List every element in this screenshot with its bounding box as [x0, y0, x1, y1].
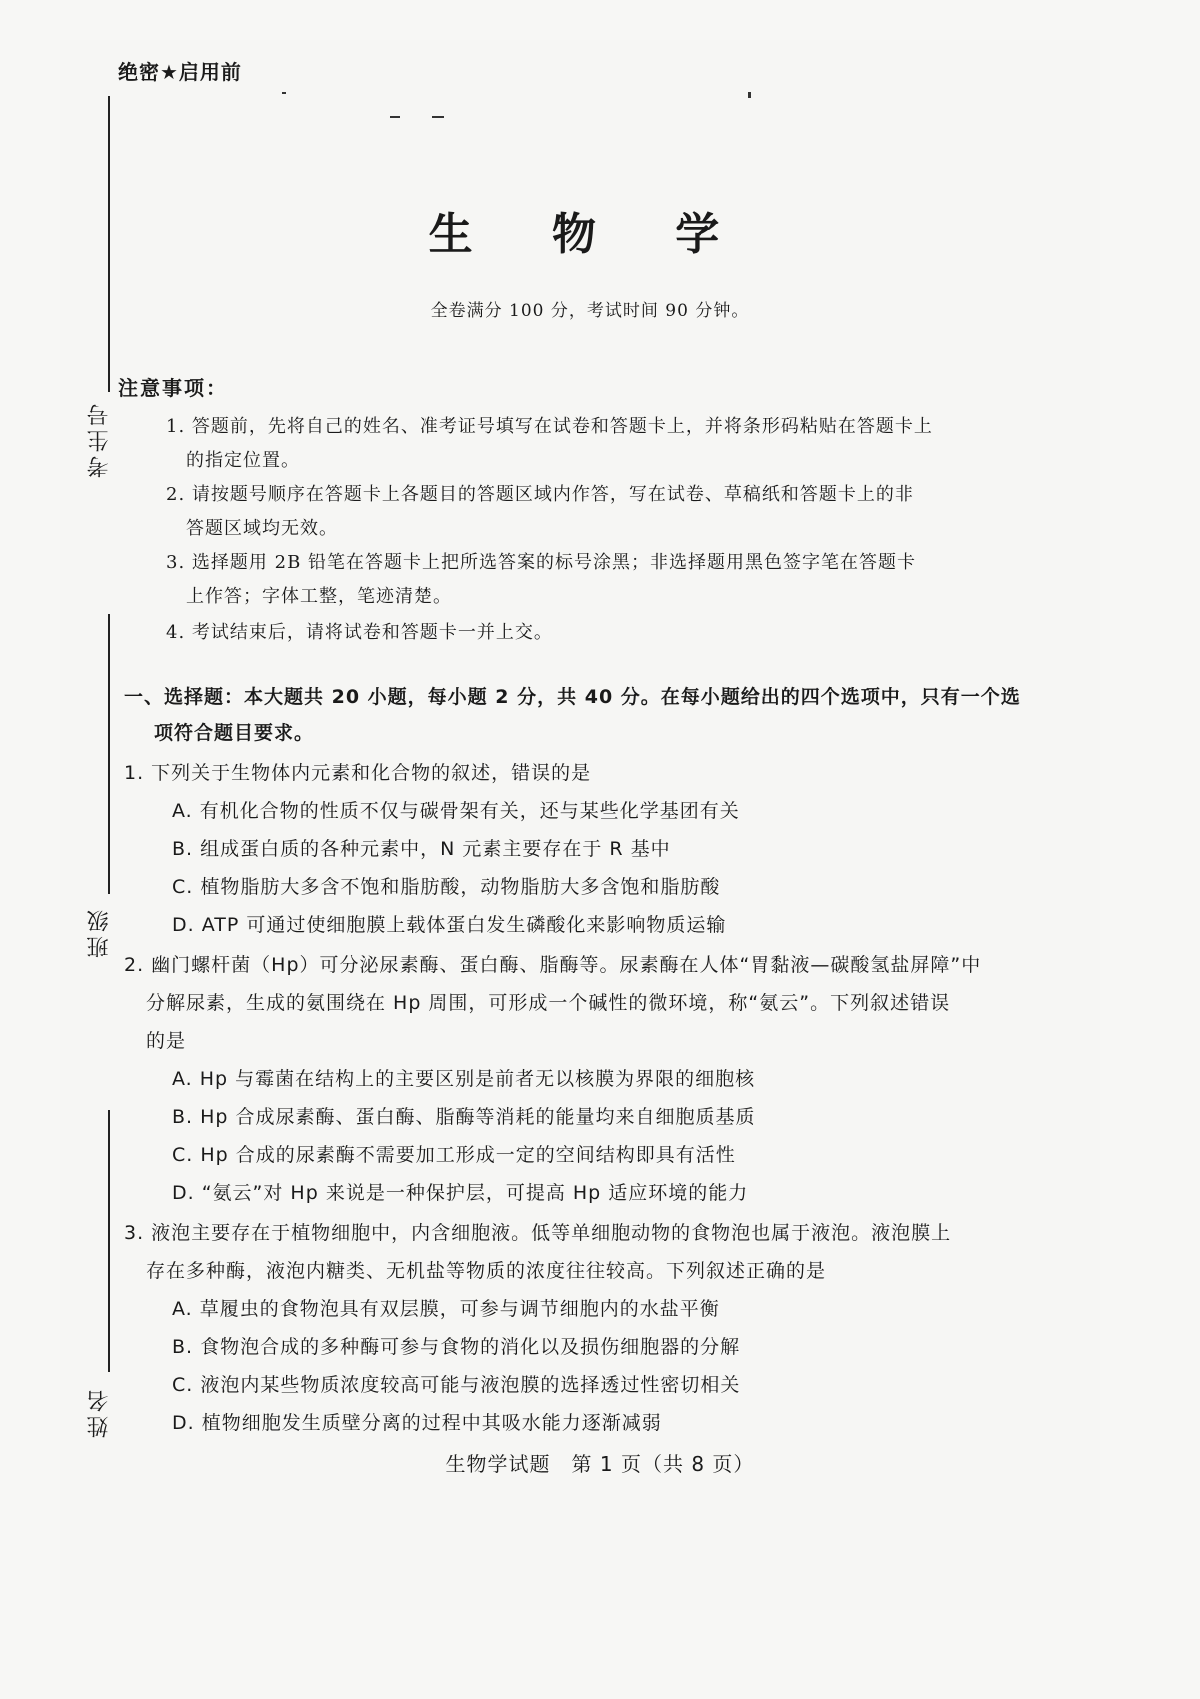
- question-3-stem-continued: 存在多种酶，液泡内糖类、无机盐等物质的浓度往往较高。下列叙述正确的是: [146, 1260, 827, 1282]
- exam-subtitle: 全卷满分 100 分，考试时间 90 分钟。: [430, 301, 750, 321]
- gutter-line-class: [108, 614, 110, 894]
- question-1-option-d: D. ATP 可通过使细胞膜上载体蛋白发生磷酸化来影响物质运输: [172, 914, 727, 936]
- gutter-line-name: [108, 1110, 110, 1372]
- confidential-label: 绝密★启用前: [118, 60, 242, 84]
- scan-speck: [432, 116, 444, 118]
- question-1-option-a: A. 有机化合物的性质不仅与碳骨架有关，还与某些化学基团有关: [172, 800, 740, 822]
- gutter-candidate-number-label: 考生号: [87, 400, 112, 478]
- question-1-option-b: B. 组成蛋白质的各种元素中，N 元素主要存在于 R 基中: [172, 838, 671, 860]
- section-heading-continued: 项符合题目要求。: [154, 722, 315, 744]
- scan-speck: [282, 92, 286, 94]
- question-2-stem-continued: 分解尿素，生成的氨围绕在 Hp 周围，可形成一个碱性的微环境，称“氨云”。下列叙述错误: [146, 992, 951, 1014]
- question-2-stem: 2. 幽门螺杆菌（Hp）可分泌尿素酶、蛋白酶、脂酶等。尿素酶在人体“胃黏液—碳酸氢盐屏障”中: [124, 954, 982, 976]
- page-footer: 生物学试题 第 1 页（共 8 页）: [445, 1452, 755, 1476]
- question-2-stem-continued: 的是: [146, 1030, 187, 1052]
- gutter-class-label: 班级: [87, 906, 112, 958]
- scan-speck: [390, 116, 400, 118]
- note-line: 2. 请按题号顺序在答题卡上各题目的答题区域内作答，写在试卷、草稿纸和答题卡上的非: [166, 484, 914, 505]
- question-3-option-a: A. 草履虫的食物泡具有双层膜，可参与调节细胞内的水盐平衡: [172, 1298, 720, 1320]
- note-line: 1. 答题前，先将自己的姓名、准考证号填写在试卷和答题卡上，并将条形码粘贴在答题卡上: [166, 416, 933, 437]
- note-line: 4. 考试结束后，请将试卷和答题卡一并上交。: [166, 622, 553, 643]
- note-line: 的指定位置。: [186, 450, 300, 471]
- question-2-option-d: D. “氨云”对 Hp 来说是一种保护层，可提高 Hp 适应环境的能力: [172, 1182, 749, 1204]
- question-3-option-c: C. 液泡内某些物质浓度较高可能与液泡膜的选择透过性密切相关: [172, 1374, 741, 1396]
- exam-title: 生 物 学: [428, 209, 752, 260]
- question-1-option-c: C. 植物脂肪大多含不饱和脂肪酸，动物脂肪大多含饱和脂肪酸: [172, 876, 721, 898]
- question-2-option-b: B. Hp 合成尿素酶、蛋白酶、脂酶等消耗的能量均来自细胞质基质: [172, 1106, 756, 1128]
- notes-heading: 注意事项：: [118, 376, 228, 400]
- note-line: 上作答；字体工整，笔迹清楚。: [186, 586, 452, 607]
- question-2-option-c: C. Hp 合成的尿素酶不需要加工形成一定的空间结构即具有活性: [172, 1144, 736, 1166]
- question-3-option-d: D. 植物细胞发生质壁分离的过程中其吸水能力逐渐减弱: [172, 1412, 662, 1434]
- scan-speck: [748, 92, 751, 98]
- section-heading: 一、选择题：本大题共 20 小题，每小题 2 分，共 40 分。在每小题给出的四个选项中，只有一个选: [124, 686, 1021, 708]
- question-1-stem: 1. 下列关于生物体内元素和化合物的叙述，错误的是: [124, 762, 592, 784]
- note-line: 答题区域均无效。: [186, 518, 338, 539]
- question-3-option-b: B. 食物泡合成的多种酶可参与食物的消化以及损伤细胞器的分解: [172, 1336, 741, 1358]
- gutter-name-label: 姓名: [87, 1386, 112, 1438]
- note-line: 3. 选择题用 2B 铅笔在答题卡上把所选答案的标号涂黑；非选择题用黑色签字笔在答题卡: [166, 552, 917, 573]
- question-3-stem: 3. 液泡主要存在于植物细胞中，内含细胞液。低等单细胞动物的食物泡也属于液泡。液泡膜上: [124, 1222, 952, 1244]
- question-2-option-a: A. Hp 与霉菌在结构上的主要区别是前者无以核膜为界限的细胞核: [172, 1068, 756, 1090]
